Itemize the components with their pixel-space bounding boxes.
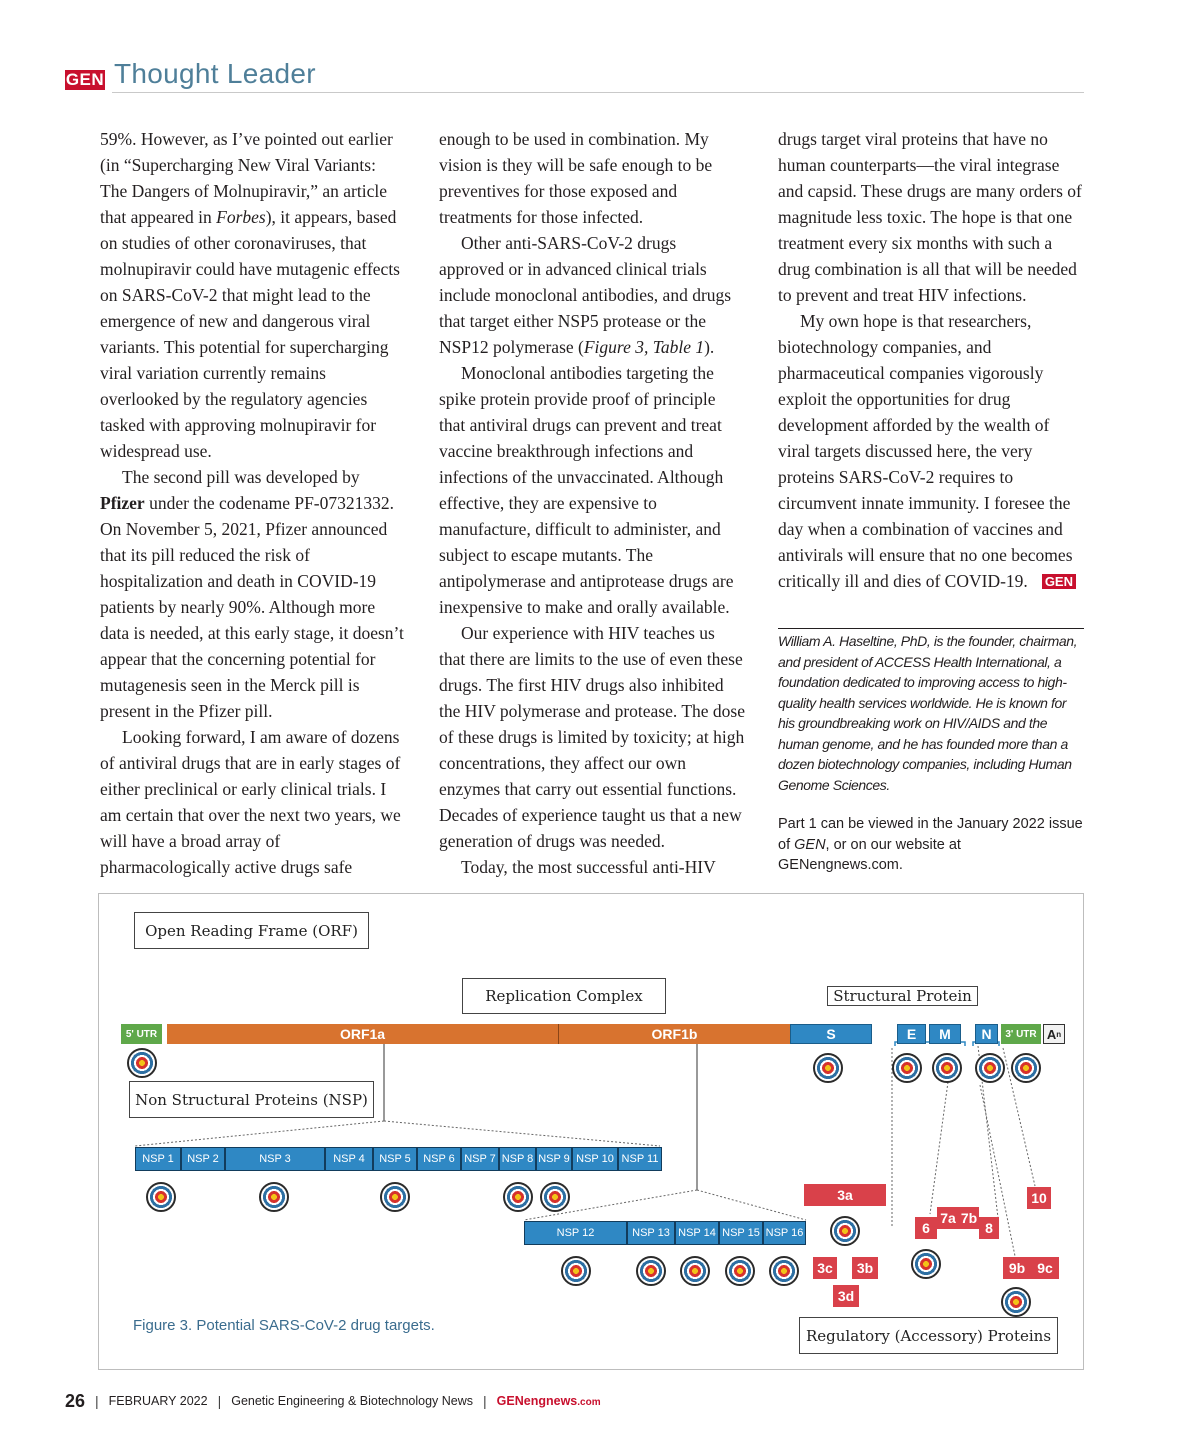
paragraph: Our experience with HIV teaches us that there are limits to the use of even these drugs. The first HIV drugs also inhibited the HIV polymerase and protease. The dose of these drugs is limited by toxicity; at high concentrations, they affect our own enzymes that carry out essential functions. Decades of experience taught us that a new generation of drugs was needed. bbox=[439, 623, 745, 851]
drug-target-icon bbox=[1001, 1287, 1031, 1317]
nsp-segment: NSP 7 bbox=[461, 1147, 499, 1171]
accessory-3c: 3c bbox=[813, 1257, 837, 1279]
drug-target-icon bbox=[146, 1182, 176, 1212]
paragraph: The second pill was developed by Pfizer under the codename PF-07321332. On November 5, 2021, Pfizer announced that its pill reduced the risk of hospitalization and death in COVID-19 patients by nearly 90%. Although more data is needed, at this early stage, it doesn’t appear that the concerning potential for mutagenesis seen in the Merck pill is present in the Pfizer pill. bbox=[100, 467, 404, 721]
regulatory-label: Regulatory (Accessory) Proteins bbox=[799, 1317, 1058, 1354]
nsp-segment: NSP 15 bbox=[719, 1221, 763, 1245]
nsp-segment: NSP 5 bbox=[373, 1147, 417, 1171]
s-segment: S bbox=[790, 1024, 872, 1044]
end-mark-logo: GEN bbox=[1042, 574, 1076, 589]
nsp-segment: NSP 8 bbox=[499, 1147, 536, 1171]
accessory-7b: 7b bbox=[959, 1207, 979, 1229]
replication-complex-label: Replication Complex bbox=[462, 978, 666, 1014]
m-segment: M bbox=[929, 1024, 961, 1044]
drug-target-icon bbox=[380, 1182, 410, 1212]
accessory-3d: 3d bbox=[833, 1285, 859, 1307]
footer-separator: | bbox=[483, 1393, 487, 1409]
drug-target-icon bbox=[892, 1053, 922, 1083]
figure-reference: Figure 3, Table 1 bbox=[583, 337, 705, 357]
accessory-8: 8 bbox=[979, 1217, 999, 1239]
section-title: Thought Leader bbox=[114, 58, 316, 89]
orf-label: Open Reading Frame (ORF) bbox=[134, 912, 369, 949]
nsp2-expand-right bbox=[697, 1190, 806, 1220]
accessory-9c: 9c bbox=[1031, 1257, 1059, 1279]
drug-target-icon bbox=[725, 1256, 755, 1286]
accessory-6: 6 bbox=[915, 1217, 937, 1239]
paragraph: Other anti-SARS-CoV-2 drugs approved or in advanced clinical trials include monoclonal antibodies, and drugs that target either NSP5 protease or the NSP12 polymerase (Figure 3, Table 1). bbox=[439, 233, 732, 357]
drug-target-icon bbox=[813, 1053, 843, 1083]
issue-date: FEBRUARY 2022 bbox=[108, 1394, 208, 1408]
nsp-segment: NSP 9 bbox=[536, 1147, 572, 1171]
nsp-segment: NSP 12 bbox=[524, 1221, 627, 1245]
m-connector bbox=[930, 1082, 948, 1214]
nsp-segment: NSP 2 bbox=[181, 1147, 225, 1171]
orf1a-segment: ORF1a bbox=[167, 1024, 558, 1044]
structural-protein-label: Structural Protein bbox=[827, 986, 978, 1006]
nsp-segment: NSP 11 bbox=[618, 1147, 662, 1171]
nsp1-expand-left bbox=[135, 1121, 384, 1146]
drug-target-icon bbox=[975, 1053, 1005, 1083]
e-segment: E bbox=[897, 1024, 926, 1044]
website-link[interactable]: GENengnews.com bbox=[496, 1394, 601, 1408]
accessory-9b: 9b bbox=[1003, 1257, 1031, 1279]
accessory-3a: 3a bbox=[804, 1184, 886, 1206]
paragraph: Today, the most successful anti-HIV bbox=[461, 857, 716, 877]
drug-target-icon bbox=[561, 1256, 591, 1286]
gen-logo: GEN bbox=[65, 70, 105, 89]
nsp-segment: NSP 4 bbox=[325, 1147, 373, 1171]
nsp-segment: NSP 6 bbox=[417, 1147, 461, 1171]
nsp-label: Non Structural Proteins (NSP) bbox=[129, 1081, 374, 1118]
nsp-segment: NSP 3 bbox=[225, 1147, 325, 1171]
paragraph: Monoclonal antibodies targeting the spike protein provide proof of principle that antiviral drugs can prevent and treat vaccine breakthrough infections and infections of the unvaccinated. Although effective, they are expensive to manufacture, difficult to administer, and subject to escape mutants. The antipolymerase and antiprotease drugs are inexpensive to make and orally available. bbox=[439, 363, 734, 617]
drug-target-icon bbox=[259, 1182, 289, 1212]
author-bio: William A. Haseltine, PhD, is the founder, chairman, and president of ACCESS Health International, a foundation dedicated to improving access to high-quality health services worldwide. He is known for his groundbreaking work on HIV/AIDS and the human genome, and he has founded more than a dozen biotechnology companies, including Human Genome Sciences. bbox=[778, 633, 1078, 793]
footer-separator: | bbox=[95, 1393, 99, 1409]
drug-target-icon bbox=[769, 1256, 799, 1286]
figure-caption: Figure 3. Potential SARS-CoV-2 drug targets. bbox=[133, 1317, 435, 1334]
accessory-10: 10 bbox=[1027, 1187, 1051, 1209]
utr3-segment: 3' UTR bbox=[1001, 1024, 1041, 1044]
paragraph: Looking forward, I am aware of dozens of antiviral drugs that are in early stages of either preclinical or early clinical trials. I am certain that over the next two years, we will have a broad array of pharmacologically active drugs safe bbox=[100, 727, 401, 877]
pfizer-name: Pfizer bbox=[100, 493, 145, 513]
nsp-segment: NSP 16 bbox=[763, 1221, 806, 1245]
nsp1-expand-right bbox=[384, 1121, 660, 1146]
drug-target-icon bbox=[636, 1256, 666, 1286]
nsp-segment: NSP 1 bbox=[135, 1147, 181, 1171]
orf1b-segment: ORF1b bbox=[558, 1024, 790, 1044]
paragraph: drugs target viral proteins that have no human counterparts—the viral integrase and capsid. These drugs are many orders of magnitude less toxic. The hope is that one treatment every six months with such a drug combination is all that will be needed to prevent and treat HIV infections. bbox=[778, 129, 1082, 305]
accessory-7a: 7a bbox=[937, 1207, 959, 1229]
publication-name: Genetic Engineering & Biotechnology News bbox=[231, 1394, 474, 1408]
forbes-reference: Forbes bbox=[216, 207, 266, 227]
footer-separator: | bbox=[217, 1393, 222, 1409]
part1-note: Part 1 can be viewed in the January 2022 issue of GEN, or on our website at GENengnews.com. bbox=[778, 816, 1083, 873]
drug-target-icon bbox=[127, 1048, 157, 1078]
drug-target-icon bbox=[932, 1053, 962, 1083]
page-footer bbox=[65, 1390, 601, 1412]
nsp-segment: NSP 14 bbox=[675, 1221, 719, 1245]
paragraph: enough to be used in combination. My vision is they will be safe enough to be preventives for those exposed and treatments for those infected. bbox=[439, 129, 713, 227]
drug-target-icon bbox=[911, 1249, 941, 1279]
drug-target-icon bbox=[540, 1182, 570, 1212]
n-segment: N bbox=[975, 1024, 998, 1044]
nsp-segment: NSP 13 bbox=[627, 1221, 675, 1245]
page-number: 26 bbox=[65, 1390, 86, 1411]
drug-target-icon bbox=[1011, 1053, 1041, 1083]
nsp-segment: NSP 10 bbox=[572, 1147, 618, 1171]
utr5-segment: 5' UTR bbox=[121, 1024, 162, 1044]
drug-target-icon bbox=[830, 1216, 860, 1246]
polya-tail: A n bbox=[1043, 1024, 1065, 1044]
drug-target-icon bbox=[503, 1182, 533, 1212]
paragraph: 59%. However, as I’ve pointed out earlier (in “Supercharging New Viral Variants: The Dangers of Molnupiravir,” an article that appeared in Forbes), it appears, based on studies of other coronaviruses, that molnupiravir could have mutagenic effects on SARS-CoV-2 that might lead to the emergence of new and dangerous viral variants. This potential for supercharging viral variation currently remains overlooked by the regulatory agencies tasked with approving molnupiravir for widespread use. bbox=[100, 129, 400, 461]
accessory-3b: 3b bbox=[852, 1257, 878, 1279]
paragraph: My own hope is that researchers, biotechnology companies, and pharmaceutical companies vigorously exploit the opportunities for drug development afforded by the wealth of viral targets discussed here, the very proteins SARS-CoV-2 requires to circumvent innate immunity. I foresee the day when a combination of vaccines and antivirals will ensure that no one becomes critically ill and dies of COVID-19. GEN bbox=[778, 308, 1084, 594]
drug-target-icon bbox=[680, 1256, 710, 1286]
